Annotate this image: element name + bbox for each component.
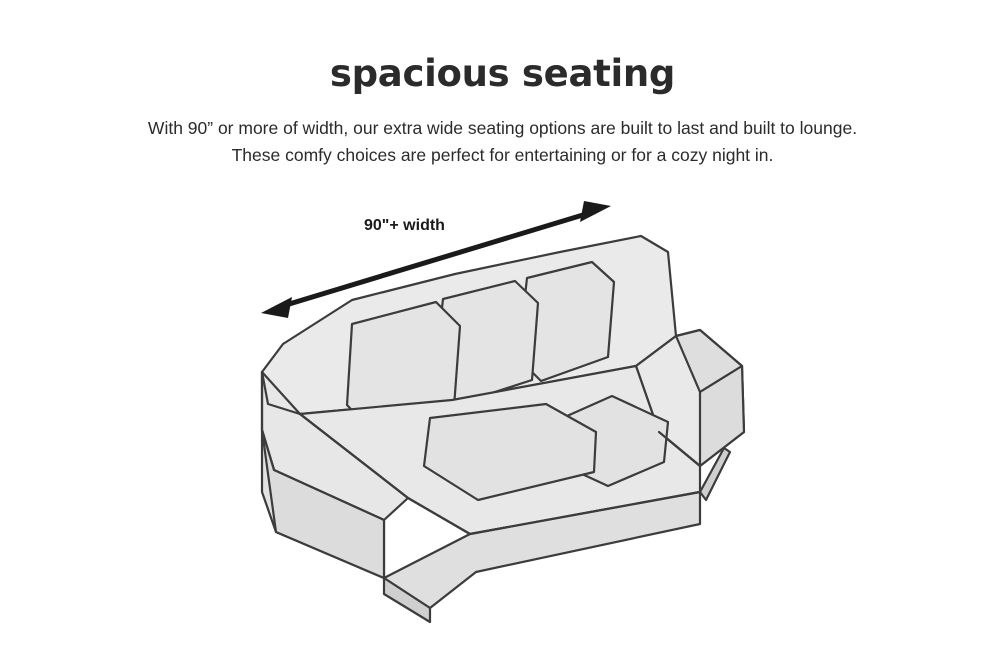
- width-dimension-label: 90"+ width: [364, 217, 445, 234]
- description-line-1: With 90” or more of width, our extra wide seating options are built to last and built to lounge.: [147, 118, 858, 138]
- sofa-drawing: [262, 236, 744, 622]
- description-line-2: These comfy choices are perfect for entertaining or for a cozy night in.: [231, 145, 774, 165]
- arrow-head-left: [261, 297, 292, 318]
- page-title: spacious seating: [329, 52, 676, 95]
- arrow-head-right: [580, 201, 611, 222]
